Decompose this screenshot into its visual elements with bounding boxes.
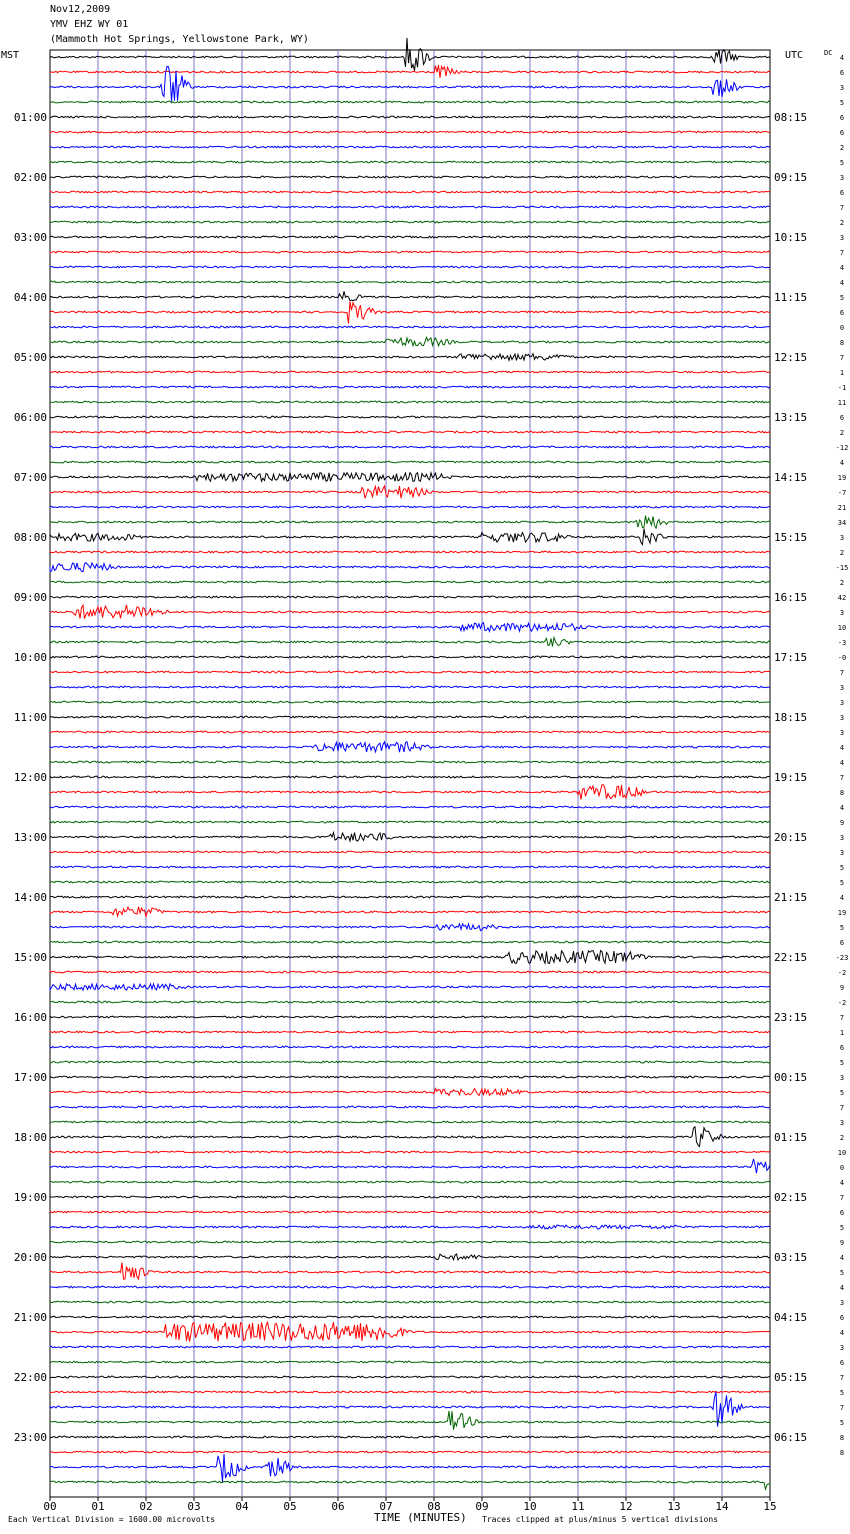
seismic-trace: [50, 302, 770, 324]
left-hour-label: 19:00: [13, 1191, 47, 1204]
dc-offset-label: 6: [839, 414, 845, 422]
right-hour-label: 03:15: [774, 1251, 808, 1264]
seismic-trace: [50, 191, 770, 193]
dc-offset-label: 2: [839, 1134, 845, 1142]
seismic-trace: [50, 821, 770, 823]
right-hour-label: 20:15: [774, 831, 808, 844]
dc-offset-label: 7: [839, 774, 845, 782]
dc-offset-label: 7: [839, 1014, 845, 1022]
seismic-trace: [50, 386, 770, 388]
dc-offset-label: -15: [835, 564, 849, 572]
seismic-trace: [50, 1436, 770, 1438]
seismic-trace: [50, 206, 770, 208]
right-hour-label: 05:15: [774, 1371, 808, 1384]
dc-offset-label: 8: [839, 1434, 845, 1442]
dc-offset-label: 6: [839, 1209, 845, 1217]
seismic-trace: [50, 354, 770, 361]
seismic-trace: [50, 951, 770, 964]
left-hour-label: 01:00: [13, 111, 47, 124]
seismic-trace: [50, 866, 770, 868]
dc-offset-label: 3: [839, 609, 845, 617]
dc-offset-label: 2: [839, 549, 845, 557]
clip-note: Traces clipped at plus/minus 5 vertical divisions: [482, 1515, 719, 1524]
dc-offset-label: 8: [839, 789, 845, 797]
dc-offset-label: 6: [839, 1359, 845, 1367]
seismic-trace: [50, 605, 770, 619]
seismic-trace: [50, 401, 770, 403]
dc-offset-label: 10: [837, 1149, 847, 1157]
dc-offset-label: 3: [839, 1344, 845, 1352]
dc-offset-label: 9: [839, 819, 845, 827]
dc-offset-label: 34: [837, 519, 847, 527]
seismic-trace: [50, 1127, 770, 1147]
dc-offset-label: 4: [839, 54, 845, 62]
seismic-trace: [50, 221, 770, 223]
seismic-trace: [50, 281, 770, 283]
seismic-trace: [50, 116, 770, 118]
seismic-trace: [50, 1159, 770, 1173]
seismic-trace: [50, 236, 770, 238]
x-tick-label: 01: [91, 1500, 105, 1513]
right-hour-label: 13:15: [774, 411, 808, 424]
left-hour-label: 15:00: [13, 951, 47, 964]
seismic-trace: [50, 941, 770, 943]
dc-offset-label: 7: [839, 1404, 845, 1412]
dc-offset-label: 8: [839, 1449, 845, 1457]
dc-offset-label: 6: [839, 309, 845, 317]
right-hour-label: 18:15: [774, 711, 808, 724]
x-tick-label: 13: [667, 1500, 681, 1513]
right-hour-label: 23:15: [774, 1011, 808, 1024]
x-tick-label: 08: [427, 1500, 441, 1513]
left-hour-label: 06:00: [13, 411, 47, 424]
x-tick-label: 02: [139, 1500, 153, 1513]
left-hour-label: 16:00: [13, 1011, 47, 1024]
dc-offset-label: -0: [837, 654, 847, 662]
seismic-trace: [50, 446, 770, 448]
seismic-trace: [50, 596, 770, 598]
seismic-trace: [50, 1106, 770, 1108]
right-hour-label: 09:15: [774, 171, 808, 184]
seismic-trace: [50, 161, 770, 163]
dc-offset-label: 3: [839, 534, 845, 542]
seismic-trace: [50, 701, 770, 703]
seismic-trace: [50, 326, 770, 328]
dc-offset-label: 2: [839, 429, 845, 437]
dc-offset-label: 5: [839, 1224, 845, 1232]
dc-offset-label: 5: [839, 1389, 845, 1397]
seismic-trace: [50, 731, 770, 733]
seismic-trace: [50, 716, 770, 718]
seismic-trace: [50, 984, 770, 990]
dc-offset-label: 3: [839, 174, 845, 182]
seismic-trace: [50, 1346, 770, 1348]
right-hour-label: 01:15: [774, 1131, 808, 1144]
right-hour-label: 16:15: [774, 591, 808, 604]
seismic-trace: [50, 581, 770, 583]
dc-offset-label: 8: [839, 339, 845, 347]
seismic-trace: [50, 291, 770, 300]
seismic-trace: [50, 881, 770, 883]
dc-header-label: DC: [824, 49, 833, 57]
seismic-trace: [50, 833, 770, 842]
dc-offset-label: 1: [839, 369, 845, 377]
x-tick-label: 11: [571, 1500, 585, 1513]
seismic-trace: [50, 1454, 770, 1482]
dc-offset-label: 7: [839, 1374, 845, 1382]
dc-offset-label: 2: [839, 144, 845, 152]
x-tick-label: 10: [523, 1500, 537, 1513]
right-hour-label: 15:15: [774, 531, 808, 544]
dc-offset-label: 6: [839, 1314, 845, 1322]
seismic-trace: [50, 1451, 770, 1453]
dc-offset-label: 4: [839, 1254, 845, 1262]
seismic-trace: [50, 461, 770, 463]
dc-offset-label: 3: [839, 84, 845, 92]
right-hour-label: 19:15: [774, 771, 808, 784]
dc-offset-label: 1: [839, 1029, 845, 1037]
dc-offset-label: 4: [839, 759, 845, 767]
seismic-trace: [50, 776, 770, 778]
seismic-trace: [50, 38, 770, 71]
dc-offset-label: -2: [837, 969, 847, 977]
dc-offset-label: 5: [839, 924, 845, 932]
seismic-trace: [50, 1031, 770, 1033]
x-tick-label: 09: [475, 1500, 489, 1513]
left-hour-label: 09:00: [13, 591, 47, 604]
seismic-trace: [50, 1001, 770, 1003]
seismic-trace: [50, 1254, 770, 1260]
right-hour-label: 11:15: [774, 291, 808, 304]
seismic-trace: [50, 131, 770, 133]
seismic-trace: [50, 473, 770, 482]
seismic-trace: [50, 1181, 770, 1183]
seismic-trace: [50, 785, 770, 800]
left-hour-label: 07:00: [13, 471, 47, 484]
dc-offset-label: 7: [839, 204, 845, 212]
left-hour-label: 11:00: [13, 711, 47, 724]
right-hour-label: 00:15: [774, 1071, 808, 1084]
dc-offset-label: 0: [839, 1164, 845, 1172]
seismic-trace: [50, 431, 770, 433]
left-hour-label: 20:00: [13, 1251, 47, 1264]
seismic-trace: [50, 486, 770, 499]
left-hour-label: 17:00: [13, 1071, 47, 1084]
left-hour-label: 04:00: [13, 291, 47, 304]
x-tick-label: 05: [283, 1500, 297, 1513]
dc-offset-label: 7: [839, 1194, 845, 1202]
left-hour-label: 02:00: [13, 171, 47, 184]
left-hour-label: 10:00: [13, 651, 47, 664]
seismic-trace: [50, 176, 770, 178]
right-hour-label: 04:15: [774, 1311, 808, 1324]
dc-offset-label: 9: [839, 984, 845, 992]
right-hour-label: 06:15: [774, 1431, 808, 1444]
x-tick-label: 15: [763, 1500, 777, 1513]
seismic-trace: [50, 907, 770, 917]
seismic-trace: [50, 1061, 770, 1063]
left-hour-label: 13:00: [13, 831, 47, 844]
seismic-trace: [50, 924, 770, 931]
right-hour-label: 12:15: [774, 351, 808, 364]
dc-offset-label: 5: [839, 1269, 845, 1277]
dc-offset-label: 4: [839, 804, 845, 812]
dc-offset-label: 4: [839, 279, 845, 287]
dc-offset-label: 4: [839, 459, 845, 467]
dc-offset-label: 3: [839, 849, 845, 857]
dc-offset-label: 6: [839, 1044, 845, 1052]
seismic-trace: [50, 529, 770, 545]
dc-offset-label: 5: [839, 294, 845, 302]
right-hour-label: 14:15: [774, 471, 808, 484]
dc-offset-label: 5: [839, 99, 845, 107]
dc-offset-label: 5: [839, 864, 845, 872]
seismic-trace: [50, 1391, 770, 1393]
dc-offset-label: 4: [839, 1179, 845, 1187]
left-hour-label: 22:00: [13, 1371, 47, 1384]
seismic-trace: [50, 1089, 770, 1096]
dc-offset-label: 4: [839, 1284, 845, 1292]
seismic-trace: [50, 1286, 770, 1288]
dc-offset-label: 5: [839, 879, 845, 887]
seismic-trace: [50, 1361, 770, 1363]
dc-offset-label: 21: [837, 504, 847, 512]
right-hour-label: 21:15: [774, 891, 808, 904]
dc-offset-label: 0: [839, 324, 845, 332]
dc-offset-label: 4: [839, 894, 845, 902]
left-hour-label: 12:00: [13, 771, 47, 784]
seismic-trace: [50, 761, 770, 763]
seismic-trace: [50, 1241, 770, 1243]
seismic-trace: [50, 1225, 770, 1229]
dc-offset-label: 5: [839, 1059, 845, 1067]
station-label: YMV EHZ WY 01: [50, 19, 129, 30]
left-hour-label: 14:00: [13, 891, 47, 904]
seismic-trace: [50, 416, 770, 418]
right-hour-label: 10:15: [774, 231, 808, 244]
seismic-trace: [50, 1301, 770, 1303]
seismic-trace: [50, 371, 770, 373]
right-hour-label: 17:15: [774, 651, 808, 664]
seismic-trace: [50, 101, 770, 103]
dc-offset-label: 3: [839, 234, 845, 242]
left-hour-label: 05:00: [13, 351, 47, 364]
seismic-trace: [50, 1121, 770, 1123]
dc-offset-label: 19: [837, 909, 847, 917]
dc-offset-label: -2: [837, 999, 847, 1007]
x-tick-label: 14: [715, 1500, 729, 1513]
dc-offset-label: 3: [839, 729, 845, 737]
seismic-trace: [50, 1151, 770, 1153]
x-tick-label: 06: [331, 1500, 345, 1513]
date-label: Nov12,2009: [50, 4, 111, 15]
dc-offset-label: 2: [839, 219, 845, 227]
dc-offset-label: 9: [839, 1239, 845, 1247]
dc-offset-label: 3: [839, 699, 845, 707]
dc-offset-label: 6: [839, 129, 845, 137]
seismic-trace: [50, 1076, 770, 1078]
dc-offset-label: 7: [839, 354, 845, 362]
dc-offset-label: 5: [839, 159, 845, 167]
dc-offset-label: 6: [839, 189, 845, 197]
dc-offset-label: 6: [839, 69, 845, 77]
x-tick-label: 00: [43, 1500, 57, 1513]
location-label: (Mammoth Hot Springs, Yellowstone Park, WY): [50, 34, 309, 45]
seismic-trace: [50, 516, 770, 529]
seismic-trace: [50, 623, 770, 632]
x-tick-label: 12: [619, 1500, 633, 1513]
seismic-trace: [50, 1211, 770, 1213]
left-hour-label: 18:00: [13, 1131, 47, 1144]
seismic-trace: [50, 742, 770, 752]
seismic-trace: [50, 896, 770, 898]
x-tick-label: 07: [379, 1500, 393, 1513]
dc-offset-label: 3: [839, 1299, 845, 1307]
dc-offset-label: 3: [839, 1074, 845, 1082]
seismic-trace: [50, 656, 770, 658]
dc-offset-label: 5: [839, 1419, 845, 1427]
dc-offset-label: -1: [837, 384, 847, 392]
seismic-trace: [50, 851, 770, 853]
seismic-trace: [50, 1411, 770, 1430]
seismic-trace: [50, 251, 770, 253]
dc-offset-label: 3: [839, 1119, 845, 1127]
dc-offset-label: -3: [837, 639, 847, 647]
seismic-trace: [50, 506, 770, 508]
right-timezone-label: UTC: [785, 50, 804, 61]
dc-offset-label: 6: [839, 114, 845, 122]
dc-offset-label: 19: [837, 474, 847, 482]
right-hour-label: 08:15: [774, 111, 808, 124]
seismic-trace: [50, 337, 770, 346]
dc-offset-label: 7: [839, 1104, 845, 1112]
left-hour-label: 03:00: [13, 231, 47, 244]
dc-offset-label: 4: [839, 744, 845, 752]
seismic-trace: [50, 146, 770, 148]
seismic-trace: [50, 1046, 770, 1048]
dc-offset-label: 11: [837, 399, 847, 407]
dc-offset-label: 2: [839, 579, 845, 587]
seismic-trace: [50, 971, 770, 973]
seismic-trace: [50, 266, 770, 268]
dc-offset-label: 10: [837, 624, 847, 632]
scale-note: Each Vertical Division = 1600.00 microvolts: [8, 1515, 216, 1524]
dc-offset-label: 6: [839, 939, 845, 947]
seismic-trace: [50, 671, 770, 673]
dc-offset-label: 4: [839, 1329, 845, 1337]
seismic-trace: [50, 1316, 770, 1318]
seismic-trace: [50, 1481, 770, 1489]
seismic-trace: [50, 551, 770, 553]
seismic-trace: [50, 65, 770, 78]
x-tick-label: 03: [187, 1500, 201, 1513]
x-tick-label: 04: [235, 1500, 249, 1513]
seismic-trace: [50, 1376, 770, 1378]
dc-offset-label: 3: [839, 714, 845, 722]
seismic-trace: [50, 1016, 770, 1018]
dc-offset-label: 4: [839, 264, 845, 272]
dc-offset-label: -7: [837, 489, 847, 497]
left-timezone-label: MST: [1, 50, 20, 61]
left-hour-label: 21:00: [13, 1311, 47, 1324]
dc-offset-label: 7: [839, 669, 845, 677]
dc-offset-label: 7: [839, 249, 845, 257]
dc-offset-label: -23: [835, 954, 849, 962]
left-hour-label: 23:00: [13, 1431, 47, 1444]
seismic-trace: [50, 1263, 770, 1280]
seismic-trace: [50, 1196, 770, 1198]
dc-offset-label: 3: [839, 684, 845, 692]
dc-offset-label: -12: [835, 444, 849, 452]
seismic-trace: [50, 686, 770, 688]
right-hour-label: 22:15: [774, 951, 808, 964]
right-hour-label: 02:15: [774, 1191, 808, 1204]
x-axis-title: TIME (MINUTES): [374, 1511, 467, 1524]
left-hour-label: 08:00: [13, 531, 47, 544]
seismic-trace: [50, 638, 770, 647]
dc-offset-label: 5: [839, 1089, 845, 1097]
seismic-trace: [50, 806, 770, 808]
dc-offset-label: 42: [837, 594, 847, 602]
dc-offset-label: 3: [839, 834, 845, 842]
seismic-trace: [50, 1322, 770, 1341]
seismic-trace: [50, 563, 770, 572]
